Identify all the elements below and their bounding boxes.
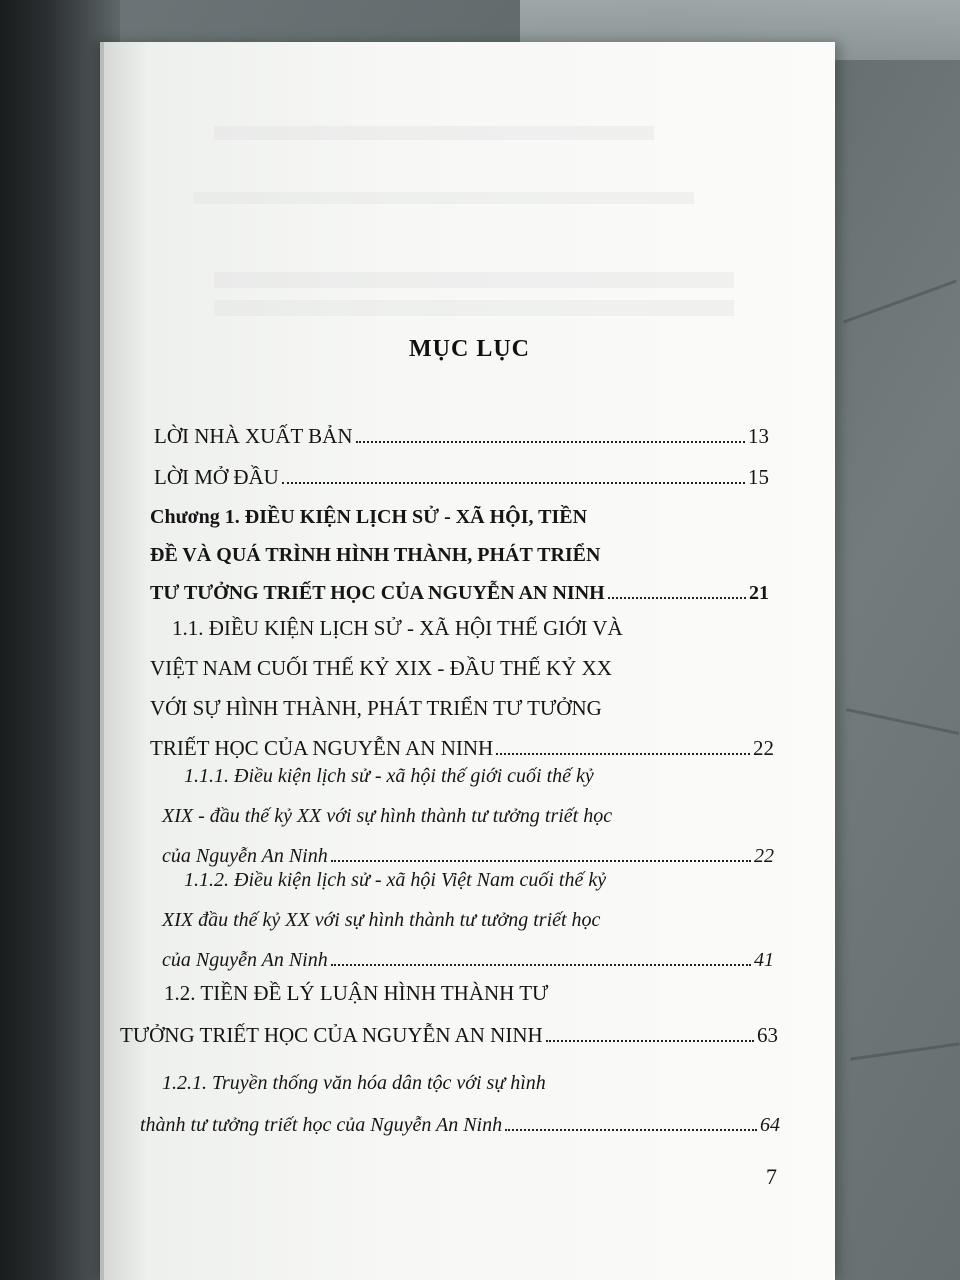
toc-entry-label: 1.1. ĐIỀU KIỆN LỊCH SỬ - XÃ HỘI THẾ GIỚI VÀ — [172, 616, 623, 640]
dot-leader — [331, 964, 751, 966]
show-through-text — [194, 192, 694, 204]
toc-entry-label: TƯỞNG TRIẾT HỌC CỦA NGUYỄN AN NINH — [120, 1023, 543, 1047]
toc-entry-label: 1.1.1. Điều kiện lịch sử - xã hội thế giới cuối thế kỷ — [184, 765, 594, 787]
toc-entry-line — [162, 900, 774, 940]
toc-entry-label: LỜI MỞ ĐẦU — [154, 465, 279, 489]
floor-crack — [846, 708, 959, 735]
toc-entry-introduction — [154, 457, 769, 497]
book-page — [100, 42, 835, 1280]
toc-page-number: 41 — [754, 949, 774, 971]
toc-entry-line — [172, 608, 774, 648]
toc-entry-label: TƯ TƯỞNG TRIẾT HỌC CỦA NGUYỄN AN NINH — [150, 582, 605, 604]
toc-entry-line — [162, 1062, 780, 1104]
toc-entry-publisher-note — [154, 416, 769, 456]
toc-entry-line — [184, 756, 774, 796]
dot-leader — [496, 753, 750, 755]
toc-entry-label: thành tư tưởng triết học của Nguyễn An Ninh — [140, 1114, 503, 1136]
toc-page-number: 13 — [748, 424, 769, 448]
toc-entry-section-1-2 — [120, 972, 778, 1056]
toc-entry-line — [184, 860, 774, 900]
toc-entry-label: Chương 1. ĐIỀU KIỆN LỊCH SỬ - XÃ HỘI, TIỀN — [150, 506, 588, 528]
toc-entry-line — [150, 574, 769, 612]
toc-entry-label: XIX đầu thế kỷ XX với sự hình thành tư tưởng triết học — [162, 909, 601, 931]
toc-entry-line — [150, 648, 774, 688]
toc-page-number: 64 — [760, 1114, 780, 1136]
toc-entry-label: của Nguyễn An Ninh — [162, 949, 328, 971]
toc-entry-label: VIỆT NAM CUỐI THẾ KỶ XIX - ĐẦU THẾ KỶ XX — [150, 656, 612, 680]
toc-title: MỤC LỤC — [409, 336, 530, 362]
toc-page-number: 63 — [757, 1023, 778, 1047]
floor-crack — [843, 280, 957, 324]
show-through-text — [214, 300, 734, 316]
toc-page-number: 15 — [748, 465, 769, 489]
toc-entry-line — [120, 1014, 778, 1056]
dot-leader — [282, 482, 745, 484]
toc-entry-line — [162, 796, 774, 836]
toc-entry-chapter-1 — [150, 498, 769, 612]
toc-page-number: 22 — [753, 736, 774, 760]
toc-entry-label: 1.1.2. Điều kiện lịch sử - xã hội Việt Nam cuối thế kỷ — [184, 869, 607, 891]
toc-entry-label: LỜI NHÀ XUẤT BẢN — [154, 424, 353, 448]
page-number: 7 — [766, 1164, 777, 1189]
dot-leader — [546, 1040, 754, 1042]
toc-entry-section-1-2-1 — [140, 1062, 780, 1146]
toc-entry-label: ĐỀ VÀ QUÁ TRÌNH HÌNH THÀNH, PHÁT TRIỂN — [150, 544, 601, 566]
show-through-text — [214, 272, 734, 288]
toc-entry-label: VỚI SỰ HÌNH THÀNH, PHÁT TRIỂN TƯ TƯỞNG — [150, 696, 602, 720]
dot-leader — [356, 441, 745, 443]
toc-page-number: 22 — [754, 845, 774, 867]
toc-entry-section-1-1-2 — [162, 860, 774, 980]
toc-entry-label: XIX - đầu thế kỷ XX với sự hình thành tư tưởng triết học — [162, 805, 613, 827]
toc-entry-label: TRIẾT HỌC CỦA NGUYỄN AN NINH — [150, 736, 494, 760]
toc-entry-line — [150, 498, 769, 536]
show-through-text — [214, 126, 654, 140]
toc-entry-section-1-1-1 — [162, 756, 774, 876]
floor-crack — [850, 1042, 959, 1060]
toc-entry-label: 1.2. TIỀN ĐỀ LÝ LUẬN HÌNH THÀNH TƯ — [164, 981, 549, 1005]
toc-page-number: 21 — [749, 582, 769, 604]
toc-entry-label: của Nguyễn An Ninh — [162, 845, 328, 867]
toc-entry-line — [154, 416, 769, 456]
toc-entry-line — [140, 1104, 780, 1146]
dot-leader — [608, 597, 746, 599]
toc-entry-line — [150, 536, 769, 574]
toc-entry-line — [150, 688, 774, 728]
toc-entry-label: 1.2.1. Truyền thống văn hóa dân tộc với sự hình — [162, 1072, 546, 1094]
dot-leader — [505, 1129, 757, 1131]
toc-entry-line — [154, 457, 769, 497]
toc-entry-section-1-1 — [150, 608, 774, 768]
toc-entry-line — [164, 972, 778, 1014]
